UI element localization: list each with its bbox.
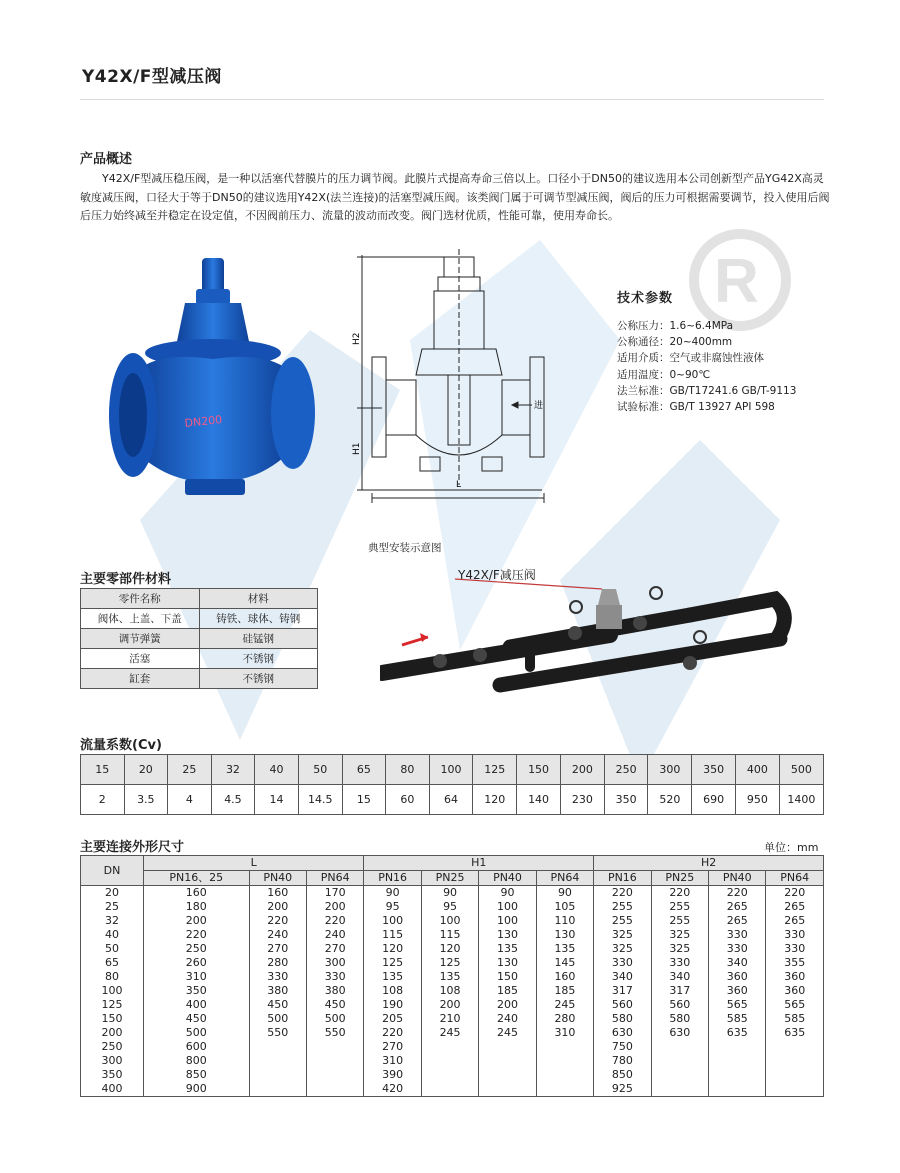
table-cell: 200 [306,900,363,914]
table-cell: 850 [594,1068,651,1082]
table-cell [479,1068,536,1082]
table-cell [766,1082,824,1097]
table-cell: 185 [536,984,593,998]
table-cell: 340 [594,970,651,984]
l-label: L [456,480,462,490]
table-cell: 630 [651,1026,708,1040]
table-cell [536,1082,593,1097]
flow-table [80,754,824,815]
flow-dn-cell: 200 [560,755,604,785]
table-cell: 245 [536,998,593,1012]
table-cell: 25 [81,900,144,914]
specs-list [617,318,796,415]
table-cell: 355 [766,956,824,970]
table-cell: 120 [421,942,478,956]
table-cell: 220 [709,886,766,901]
table-cell: 220 [144,928,250,942]
flow-dn-cell: 150 [517,755,561,785]
table-row [81,928,824,942]
flow-cv-cell: 14 [255,785,299,815]
flow-dn-cell: 125 [473,755,517,785]
table-cell: 260 [144,956,250,970]
overview-text: Y42X/F型减压稳压阀，是一种以活塞代替膜片的压力调节阀。此膜片式提高寿命三倍以上。口径小于DN50的建议选用本公司创新型产品YG42X高灵敏度减压阀，口径大于等于DN50的建议选用Y42X(法兰连接)的活塞型减压阀。该类阀门属于可调节型减压阀，阀后的压力可根据需要调节，投入使用后阀后压力始终减至并稳定在设定值，不因阀前压力、流量的波动而改变。阀门选材优质，性能可靠，使用寿命长。 [80,172,830,222]
table-cell [709,1082,766,1097]
table-cell: 900 [144,1082,250,1097]
flow-cv-cell: 230 [560,785,604,815]
table-row [81,1026,824,1040]
installation-diagram [380,575,800,705]
page-title: Y42X/F型减压阀 [82,67,222,87]
spec-item: 试验标准：GB/T 13927 API 598 [617,401,775,414]
table-row [81,1068,824,1082]
table-cell: 180 [144,900,250,914]
table-cell: 130 [479,956,536,970]
table-cell: 160 [249,886,306,901]
table-cell: 317 [594,984,651,998]
table-cell: 115 [364,928,421,942]
table-cell: 125 [364,956,421,970]
table-cell: 330 [709,928,766,942]
flow-dn-row [81,755,824,785]
table-cell: 280 [249,956,306,970]
table-cell [249,1068,306,1082]
flow-dn-cell: 80 [386,755,430,785]
table-cell: 300 [306,956,363,970]
table-cell [421,1082,478,1097]
table-cell: 360 [766,984,824,998]
table-cell: 270 [249,942,306,956]
table-subheader: PN64 [306,871,363,886]
table-cell [479,1040,536,1054]
table-cell: 不锈钢 [199,669,318,689]
table-cell: 580 [594,1012,651,1026]
table-cell: 100 [364,914,421,928]
h1-label: H1 [352,442,362,455]
table-cell: 350 [144,984,250,998]
table-cell [536,1040,593,1054]
table-row [81,589,318,609]
table-subheader: PN64 [536,871,593,886]
flow-dn-cell: 15 [81,755,125,785]
table-row [81,900,824,914]
flow-cv-row [81,785,824,815]
table-subheader: PN40 [249,871,306,886]
table-cell: 220 [651,886,708,901]
table-cell: 245 [421,1026,478,1040]
table-cell: 300 [81,1054,144,1068]
table-cell [651,1068,708,1082]
overview-heading: 产品概述 [80,152,133,167]
table-row [81,942,824,956]
table-cell [479,1082,536,1097]
flow-cv-cell: 4.5 [211,785,255,815]
table-cell: 160 [536,970,593,984]
table-cell [249,1082,306,1097]
table-cell: 560 [594,998,651,1012]
table-cell: 100 [421,914,478,928]
flow-dn-cell: 50 [298,755,342,785]
table-cell [306,1068,363,1082]
install-caption: 典型安装示意图 [368,542,442,554]
h2-label: H2 [352,332,362,345]
table-cell: 20 [81,886,144,901]
flow-cv-cell: 3.5 [124,785,168,815]
table-cell: 150 [81,1012,144,1026]
flow-dn-cell: 100 [429,755,473,785]
table-cell [766,1040,824,1054]
table-cell: 565 [766,998,824,1012]
table-cell: 270 [364,1040,421,1054]
table-cell: 560 [651,998,708,1012]
table-cell: 330 [709,942,766,956]
table-cell: 245 [479,1026,536,1040]
table-cell: 135 [421,970,478,984]
table-cell: 380 [306,984,363,998]
table-cell [306,1054,363,1068]
table-cell: 330 [766,928,824,942]
flow-cv-cell: 520 [648,785,692,815]
table-cell: 360 [709,970,766,984]
table-cell: 200 [249,900,306,914]
table-cell [306,1040,363,1054]
table-cell: 325 [594,942,651,956]
table-cell: 108 [421,984,478,998]
table-header: 材料 [199,589,318,609]
table-cell [766,1068,824,1082]
table-row [81,1040,824,1054]
table-cell: 925 [594,1082,651,1097]
table-header: 零件名称 [81,589,200,609]
table-cell: 250 [144,942,250,956]
table-cell: 310 [536,1026,593,1040]
table-cell: 265 [766,900,824,914]
table-cell: 255 [651,900,708,914]
table-cell: 635 [709,1026,766,1040]
table-cell [536,1068,593,1082]
table-cell: 850 [144,1068,250,1082]
table-cell: 600 [144,1040,250,1054]
table-cell [709,1040,766,1054]
table-row [81,1012,824,1026]
table-cell: 铸铁、球体、铸钢 [199,609,318,629]
table-cell: 330 [249,970,306,984]
table-cell [766,1054,824,1068]
table-cell: 145 [536,956,593,970]
flow-dn-cell: 32 [211,755,255,785]
table-cell: 220 [249,914,306,928]
table-cell: 780 [594,1054,651,1068]
table-cell: 120 [364,942,421,956]
flow-cv-cell: 1400 [779,785,823,815]
table-cell: 阀体、上盖、下盖 [81,609,200,629]
table-cell [651,1054,708,1068]
table-cell [421,1054,478,1068]
table-cell: 585 [766,1012,824,1026]
flow-dn-cell: 500 [779,755,823,785]
table-cell: 240 [479,1012,536,1026]
svg-text:R: R [714,247,759,316]
flow-dn-cell: 350 [692,755,736,785]
table-cell: 350 [81,1068,144,1082]
table-cell: 40 [81,928,144,942]
table-cell [306,1082,363,1097]
table-row [81,649,318,669]
table-cell: 280 [536,1012,593,1026]
table-cell: 325 [651,942,708,956]
table-cell: 500 [306,1012,363,1026]
table-cell: 硅锰钢 [199,629,318,649]
table-cell: 340 [709,956,766,970]
table-cell: 160 [144,886,250,901]
table-cell: 200 [81,1026,144,1040]
table-cell: 220 [766,886,824,901]
table-header-row [81,856,824,871]
table-cell: 330 [766,942,824,956]
table-cell: 255 [594,900,651,914]
table-cell: 95 [421,900,478,914]
table-cell: 125 [421,956,478,970]
valve-section-drawing [352,245,552,505]
table-subheader: PN40 [709,871,766,886]
table-cell: 450 [306,998,363,1012]
table-header-row [81,871,824,886]
spec-item: 公称压力：1.6~6.4MPa [617,320,734,332]
table-row [81,998,824,1012]
table-cell: 65 [81,956,144,970]
table-cell: 310 [364,1054,421,1068]
table-cell: 800 [144,1054,250,1068]
table-cell: 550 [249,1026,306,1040]
table-cell: 360 [709,984,766,998]
table-subheader: PN25 [651,871,708,886]
table-cell: 130 [536,928,593,942]
table-cell: 210 [421,1012,478,1026]
table-cell: 265 [766,914,824,928]
table-header: H1 [364,856,594,871]
table-cell: 450 [144,1012,250,1026]
table-cell: 360 [766,970,824,984]
table-subheader: PN64 [766,871,824,886]
table-cell: 135 [364,970,421,984]
specs-heading: 技术参数 [617,291,674,306]
table-cell [249,1040,306,1054]
table-cell: 585 [709,1012,766,1026]
table-header: H2 [594,856,824,871]
table-cell: 90 [421,886,478,901]
table-cell: 115 [421,928,478,942]
table-cell: 255 [594,914,651,928]
table-subheader: PN40 [479,871,536,886]
table-cell: 90 [364,886,421,901]
table-cell: 32 [81,914,144,928]
table-cell [536,1054,593,1068]
flow-cv-cell: 15 [342,785,386,815]
table-cell: 135 [536,942,593,956]
table-cell: 100 [81,984,144,998]
table-cell: 活塞 [81,649,200,669]
table-cell: 200 [479,998,536,1012]
flow-cv-cell: 64 [429,785,473,815]
flow-cv-cell: 14.5 [298,785,342,815]
table-cell: 330 [651,956,708,970]
table-cell: 450 [249,998,306,1012]
flow-dn-cell: 40 [255,755,299,785]
table-cell: 270 [306,942,363,956]
dimensions-heading: 主要连接外形尺寸 [80,840,185,855]
table-cell: 380 [249,984,306,998]
install-valve-label: Y42X/F减压阀 [458,568,536,582]
spec-item: 法兰标准：GB/T17241.6 GB/T-9113 [617,384,797,397]
flow-cv-cell: 140 [517,785,561,815]
table-header: L [144,856,364,871]
table-cell: 500 [249,1012,306,1026]
table-cell [479,1054,536,1068]
spec-item: 适用温度：0~90℃ [617,368,711,381]
table-cell: 110 [536,914,593,928]
table-cell: 550 [306,1026,363,1040]
table-cell: 255 [651,914,708,928]
dimensions-table [80,855,824,1097]
table-cell: 240 [249,928,306,942]
inlet-label: 进 [534,401,544,411]
table-cell: 330 [594,956,651,970]
table-cell: 265 [709,914,766,928]
table-cell: 95 [364,900,421,914]
flow-dn-cell: 20 [124,755,168,785]
table-cell: 不锈钢 [199,649,318,669]
table-cell: 125 [81,998,144,1012]
table-cell: 220 [594,886,651,901]
table-row [81,609,318,629]
unit-label: 单位：mm [764,841,819,854]
table-cell: 100 [479,900,536,914]
table-cell: 220 [306,914,363,928]
flow-dn-cell: 400 [736,755,780,785]
table-subheader: PN25 [421,871,478,886]
table-row [81,669,318,689]
table-cell: 390 [364,1068,421,1082]
spec-item: 适用介质：空气或非腐蚀性液体 [617,352,764,365]
table-cell: 190 [364,998,421,1012]
table-row [81,886,824,901]
table-cell: 90 [536,886,593,901]
flow-dn-cell: 300 [648,755,692,785]
flow-cv-cell: 350 [604,785,648,815]
table-cell: 325 [594,928,651,942]
table-cell: 565 [709,998,766,1012]
table-cell: 105 [536,900,593,914]
table-cell: 420 [364,1082,421,1097]
flow-cv-cell: 2 [81,785,125,815]
table-cell [709,1068,766,1082]
flow-cv-cell: 4 [168,785,212,815]
flow-dn-cell: 250 [604,755,648,785]
table-cell: 108 [364,984,421,998]
flow-heading: 流量系数(Cv) [80,738,162,753]
flow-cv-cell: 120 [473,785,517,815]
title-divider [80,99,824,100]
table-cell [421,1040,478,1054]
table-row [81,1082,824,1097]
table-cell: 缸套 [81,669,200,689]
table-cell: 317 [651,984,708,998]
flow-dn-cell: 25 [168,755,212,785]
materials-heading: 主要零部件材料 [80,572,172,587]
table-cell: 325 [651,928,708,942]
table-subheader: PN16 [364,871,421,886]
table-cell: 200 [144,914,250,928]
table-row [81,1054,824,1068]
table-cell: 250 [81,1040,144,1054]
table-cell [651,1040,708,1054]
table-subheader: PN16、25 [144,871,250,886]
table-cell: 200 [421,998,478,1012]
valve-dn-label: DN200 [183,413,223,430]
table-cell: 135 [479,942,536,956]
table-cell [421,1068,478,1082]
table-row [81,914,824,928]
table-cell: 100 [479,914,536,928]
table-cell: 205 [364,1012,421,1026]
table-row [81,984,824,998]
table-cell: 500 [144,1026,250,1040]
table-cell: 635 [766,1026,824,1040]
flow-dn-cell: 65 [342,755,386,785]
flow-cv-cell: 690 [692,785,736,815]
table-cell: 90 [479,886,536,901]
table-cell: 调节弹簧 [81,629,200,649]
table-cell: 580 [651,1012,708,1026]
table-cell: 400 [144,998,250,1012]
table-cell [249,1054,306,1068]
table-cell: 400 [81,1082,144,1097]
table-header: DN [81,856,144,886]
table-cell [709,1054,766,1068]
table-cell: 80 [81,970,144,984]
table-cell: 630 [594,1026,651,1040]
table-cell: 170 [306,886,363,901]
table-cell: 265 [709,900,766,914]
table-cell: 220 [364,1026,421,1040]
materials-table [80,588,318,689]
table-cell [651,1082,708,1097]
table-row [81,970,824,984]
table-cell: 310 [144,970,250,984]
table-row [81,956,824,970]
spec-item: 公称通径：20~400mm [617,336,733,349]
table-cell: 240 [306,928,363,942]
table-cell: 150 [479,970,536,984]
table-row [81,629,318,649]
table-cell: 340 [651,970,708,984]
table-cell: 330 [306,970,363,984]
table-cell: 750 [594,1040,651,1054]
flow-cv-cell: 950 [736,785,780,815]
flow-cv-cell: 60 [386,785,430,815]
table-cell: 50 [81,942,144,956]
table-cell: 185 [479,984,536,998]
table-cell: 130 [479,928,536,942]
valve-photo [95,255,320,500]
table-subheader: PN16 [594,871,651,886]
dimensions-body [81,886,824,1097]
